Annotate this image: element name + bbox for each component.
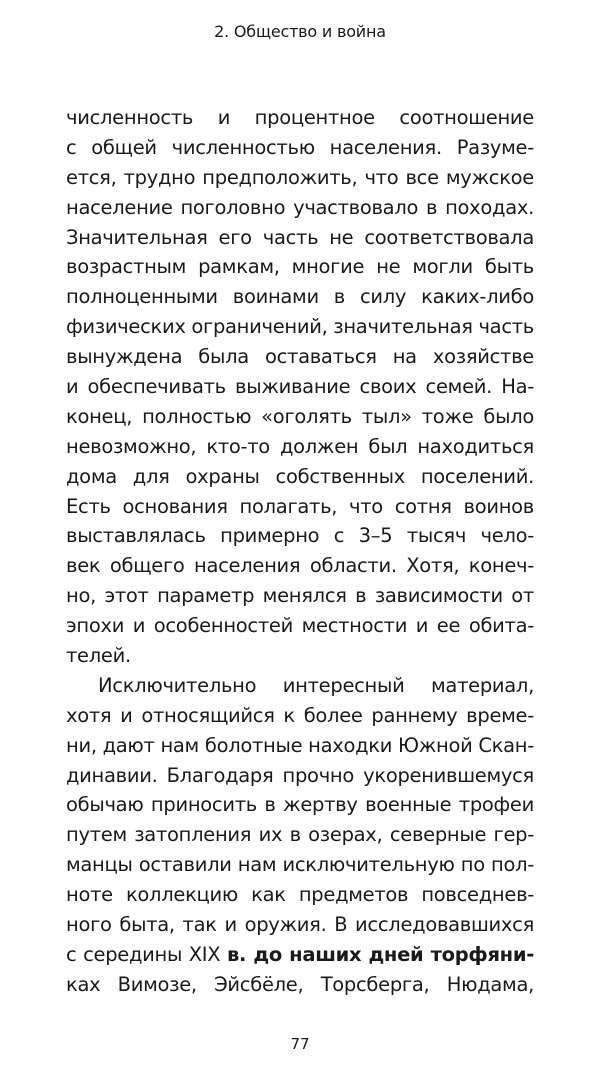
running-header: 2. Общество и война — [214, 22, 386, 41]
page-number: 77 — [290, 1035, 310, 1053]
text-line: обычаю приносить в жертву военные трофеи — [66, 793, 534, 817]
text-line: Есть основания полагать, что сотня воинов — [66, 494, 534, 518]
text-line: физических ограничений, значительная часть — [66, 315, 534, 339]
text-line: век общего населения области. Хотя, конеч- — [66, 554, 534, 578]
text-line: ноте коллекцию как предметов повседнев- — [66, 883, 534, 907]
page-body — [66, 103, 534, 1000]
text-line: выставлялась примерно с 3–5 тысяч чело- — [66, 524, 534, 548]
text-line: Исключительно интересный материал, — [98, 673, 534, 697]
text-line: путем затопления их в озерах, северные гер- — [66, 823, 534, 847]
regular-text: с середины XIX — [66, 942, 227, 966]
text-line: вынуждена была оставаться на хозяйстве — [66, 345, 534, 369]
text-line: эпохи и особенностей местности и ее обита- — [66, 614, 534, 638]
text-line: дома для охраны собственных поселений. — [66, 464, 534, 488]
text-line: манцы оставили нам исключительную по пол- — [66, 853, 534, 877]
text-line: но, этот параметр менялся в зависимости от — [66, 584, 534, 608]
text-line: ного быта, так и оружия. В исследовавшихся — [66, 913, 534, 937]
text-line: ках Вимозе, Эйсбёле, Торсберга, Нюдама, — [66, 972, 534, 996]
text-line: Значительная его часть не соответствовала — [66, 225, 534, 249]
text-line: и обеспечивать выживание своих семей. На- — [66, 375, 534, 399]
text-line: возрастным рамкам, многие не могли быть — [66, 255, 534, 279]
text-line: невозможно, кто-то должен был находиться — [66, 434, 534, 458]
text-line: полноценными воинами в силу каких-либо — [66, 285, 534, 309]
text-line: с общей численностью населения. Разуме- — [66, 135, 534, 159]
text-line: хотя и относящийся к более раннему време- — [66, 703, 534, 727]
paragraph-2 — [66, 671, 534, 1000]
text-line: конец, полностью «оголять тыл» тоже было — [66, 404, 534, 428]
text-line: ется, трудно предположить, что все мужское — [66, 165, 534, 189]
text-line: численность и процентное соотношение — [66, 106, 534, 129]
text-line: ни, дают нам болотные находки Южной Скан- — [66, 733, 534, 757]
paragraph-1 — [66, 103, 534, 671]
text-line: телей. — [66, 644, 131, 668]
text-line: население поголовно участвовало в походах. — [66, 195, 534, 219]
bold-text: в. до наших дней торфяни- — [226, 942, 535, 966]
text-line-mixed — [66, 940, 534, 970]
text-line: динавии. Благодаря прочно укоренившемуся — [66, 763, 534, 787]
